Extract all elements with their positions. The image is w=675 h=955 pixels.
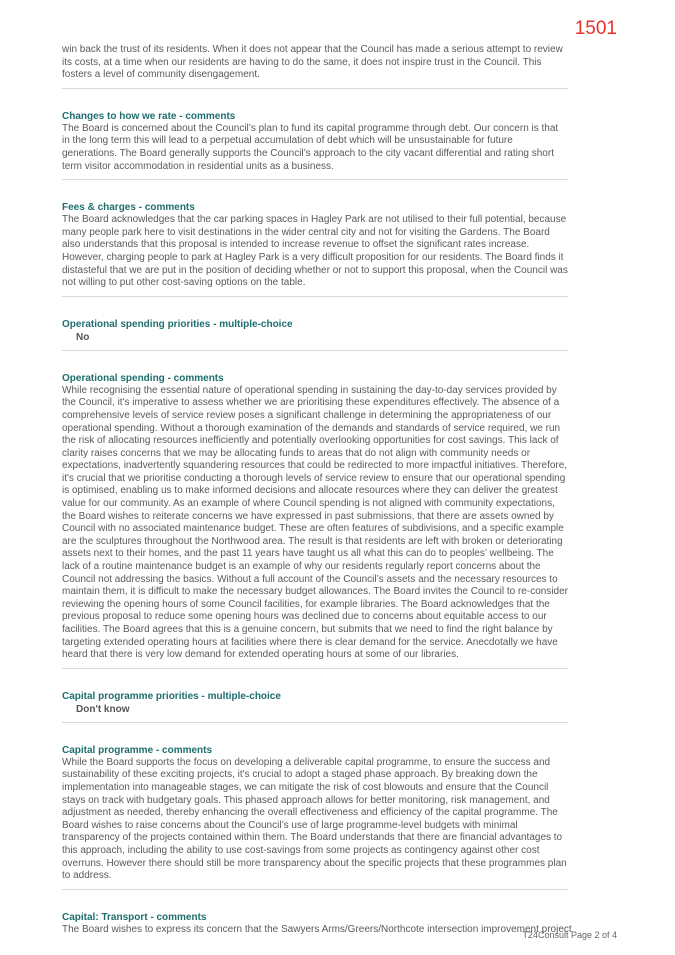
section-text: The Board is concerned about the Council’s plan to fund its capital programme through debt. Our concern is that in the long term this will lead to a perpetual accumulation of debt which will be unsustainable for future generations. The Board generally supports the Council’s approach to the city vacant differential and rating short term visitor accommodation in residential units as a business. (62, 122, 559, 172)
section-text: The Board acknowledges that the car parking spaces in Hagley Park are not utilised to their full potential, because many people park here to visit destinations in the wider central city and not for visiting the Gardens. The Board also understands that this proposal is intended to increase revenue to offset the significant rates increase. However, charging people to park at Hagley Park is a very difficult proposition for our residents. The Board finds it distasteful that we are put in the position of deciding whether or not to support this proposal, when the Council was not willing to put other cost-saving options on the table. (62, 214, 568, 289)
section-rating (62, 89, 568, 180)
multiple-choice-answer: Don't know (76, 703, 130, 715)
page-footer: T24Consult Page 2 of 4 (522, 930, 617, 940)
intro-text: win back the trust of its residents. When it does not appear that the Council has made a serious attempt to review its costs, at a time when our residents are having to do the same, it does not inspire trust in the Council. This fosters a level of community disengagement. (62, 44, 563, 81)
section-heading: Fees & charges - comments (62, 202, 195, 214)
section-heading: Capital: Transport - comments (62, 911, 207, 923)
section-text: While recognising the essential nature of operational spending in sustaining the day-to-day services provided by the Council, it's imperative to assess whether we are prioritising these expenditures effectively. The absence of a comprehensive levels of service review poses a significant challenge in determining the appropriateness of our operational spending. Without a thorough examination of the demands and standards of service required, we run the risk of allocating resources inefficiently and potentially overlooking opportunities for cost savings. This lack of clarity raises concerns that we may be allocating funds to areas that do not align with community needs or expectations, inadvertently squandering resources that could be redirected to more impactful initiatives. Therefore, it's crucial that we prioritise conducting a thorough levels of service review to ensure that our operational spending is optimised, enabling us to make informed decisions and allocate resources where they can deliver the greatest value for our community. As an example of where Council spending is not aligned with community expectations, the Board wishes to reiterate concerns we have expressed in past submissions, that there are assets owned by Council with no associated maintenance budget. These are often features of subdivisions, and a specific example are the sculptures throughout the Northwood area. The result is that residents are left with broken or deteriorating assets next to their homes, and the past 11 years have taught us all what this can do to peoples’ wellbeing. The lack of a routine maintenance budget is an example of why our residents regularly report concerns about the Council not addressing the basics. Without a full account of the Council’s assets and the necessary resources to maintain them, it is difficult to make the necessary budget allowances. The Board invites the Council to re-consider reviewing the opening hours of some Council facilities, for example libraries. The Board acknowledges that the previous proposal to reduce some opening hours was declined due to concerns about equitable access to our facilities. The Board agrees that this is a genuine concern, but submits that we need to find the right balance by targeting extended operating hours at facilities where there is clear demand for the service. Anecdotally we have heard that there is very low demand for extended operating hours at some of our libraries. (62, 384, 569, 661)
section-capital-comments (62, 723, 568, 890)
section-operational-comments (62, 351, 568, 669)
section-heading: Operational spending - comments (62, 372, 224, 384)
intro-block (62, 44, 568, 89)
section-text: The Board wishes to express its concern that the Sawyers Arms/Greers/Northcote intersection improvement project (62, 923, 572, 935)
section-text: While the Board supports the focus on developing a deliverable capital programme, to ensure the success and sustainability of these exciting projects, it's crucial to adopt a staged phase approach. By breaking down the implementation into manageable stages, we can mitigate the risk of cost blowouts and ensure that the Council stays on track with budgetary goals. This phased approach allows for better monitoring, risk management, and adjustment as needed, thereby enhancing the overall effectiveness and efficiency of the capital programme. The Board wishes to raise concerns about the Council’s use of large programme-level budgets with minimal transparency of the projects contained within them. The Board understands that there are financial advantages to this approach, including the ability to use cost-savings from some projects as contingency against other cost overruns. However there should still be more transparency about the specific projects that these programmes plan to address. (62, 756, 567, 882)
section-heading: Operational spending priorities - multiple-choice (62, 318, 293, 330)
section-capital-priorities (62, 669, 568, 723)
section-heading: Capital programme - comments (62, 744, 213, 756)
section-heading: Capital programme priorities - multiple-choice (62, 690, 281, 702)
submission-content (62, 44, 572, 936)
section-fees (62, 180, 568, 297)
section-capital-transport (62, 890, 572, 937)
section-heading: Changes to how we rate - comments (62, 110, 236, 122)
section-operational-priorities (62, 297, 568, 351)
multiple-choice-answer: No (76, 331, 90, 343)
page-number: 1501 (574, 18, 617, 39)
